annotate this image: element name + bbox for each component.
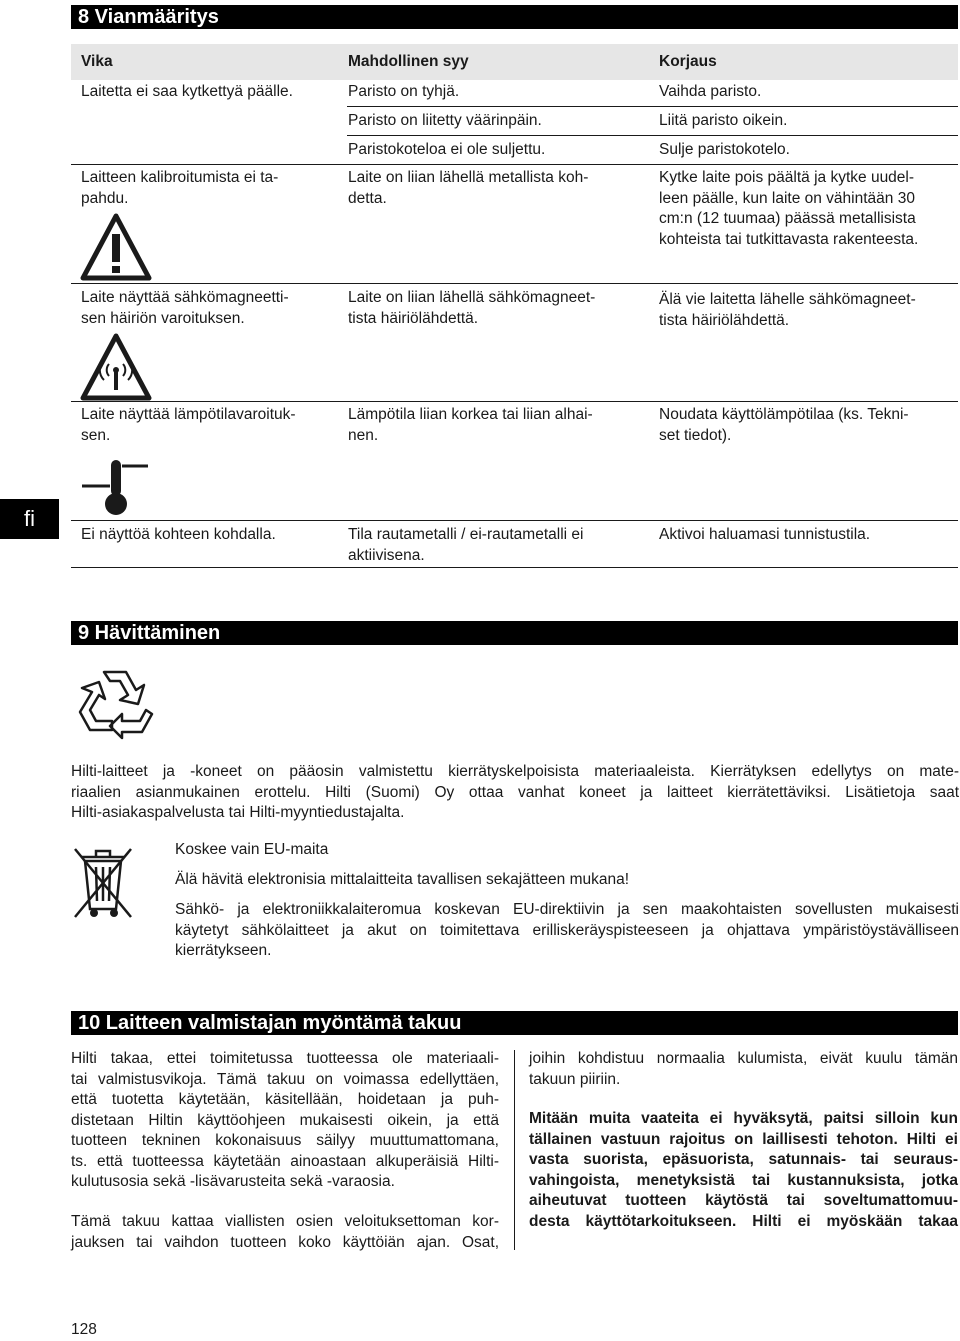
table-cell-fault: Laitteen kalibroitumista ei ta- pahdu. xyxy=(81,169,279,207)
table-cell-cause: Laite on liian lähellä metallista koh- detta. xyxy=(348,169,589,207)
table-cell-fix: Älä vie laitetta lähelle sähkömagneet- tista häiriölähdettä. xyxy=(659,291,916,329)
warning-triangle-icon xyxy=(80,212,152,282)
row-divider xyxy=(71,401,958,402)
disposal-paragraph: Hilti-laitteet ja -koneet on pääosin valmistettu kierrätyskelpoisista materiaaleista. Kierrätyksen edellytys on mate- riaalien asianmukainen erottelu. Hilti (Suomi) Oy ottaa vanhat koneet ja laitteet kierrätettäviksi. Lisätietoja saat Hilti-asiakaspalvelusta tai Hilti-myyntiedustajalta. xyxy=(71,763,959,821)
table-cell-fix: Aktivoi haluamasi tunnistustila. xyxy=(659,526,871,543)
table-cell-fix: Kytke laite pois päältä ja kytke uudel- leen päälle, kun laite on vähintään 30 cm:n (12 tuumaa) päässä metallisista kohteista tai tutkittavasta rakenteesta. xyxy=(659,169,919,248)
row-divider xyxy=(347,135,958,136)
table-cell-fix: Noudata käyttölämpötilaa (ks. Tekni- set tiedot). xyxy=(659,406,909,444)
thermometer-icon xyxy=(80,456,152,518)
recycle-icon xyxy=(74,664,156,740)
warranty-right-paragraph-2: Mitään muita vaateita ei hyväksytä, paitsi silloin kun tällainen vastuun rajoitus on laillisesti tehoton. Hilti ei vasta suorista, epäsuorista, satunnais- tai seuraus- vahingoista, menetyksistä tai kustannuksista, jotka aiheutuvat tuotteen käytöstä tai soveltumattomuu- desta käyttötarkoitukseen. Hilti ei myöskään takaa xyxy=(529,1110,958,1230)
table-cell-fix: Sulje paristokotelo. xyxy=(659,141,790,158)
table-cell-cause: Paristokoteloa ei ole suljettu. xyxy=(348,141,546,158)
crossed-bin-icon xyxy=(72,843,134,921)
row-divider xyxy=(347,106,958,107)
table-header-row xyxy=(71,44,958,80)
table-cell-fault: Laite näyttää sähkömagneetti- sen häiriön varoituksen. xyxy=(81,289,289,327)
table-cell-fault: Ei näyttöä kohteen kohdalla. xyxy=(81,526,276,543)
table-cell-fault: Laitetta ei saa kytkettyä päälle. xyxy=(81,83,293,100)
row-divider xyxy=(71,283,958,284)
table-cell-fix: Liitä paristo oikein. xyxy=(659,112,788,129)
weee-paragraph: Sähkö- ja elektroniikkalaiteromua koskevan EU-direktiivin ja sen maakohtaisten sovellusten mukaisesti käytetyt sähkölaitteet ja akut on toimitettava erilliskeräyspisteeseen ja ohjattava ympäristöystävälliseen kierrätykseen. xyxy=(175,901,959,959)
row-divider xyxy=(71,520,958,521)
warranty-left-paragraph-2: Tämä takuu kattaa viallisten osien veloituksettoman kor- jauksen tai vaihdon tuotteen koko käyttöiän ajan. Osat, xyxy=(71,1213,499,1251)
table-cell-cause: Tila rautametalli / ei-rautametalli ei aktiivisena. xyxy=(348,526,584,564)
warranty-left-paragraph-1: Hilti takaa, ettei toimitetussa tuotteessa ole materiaali- tai valmistusvikoja. Tämä takuu on voimassa edellyttäen, että tuotetta käytetään, käsitellään, hoidetaan ja puh- distetaan Hiltin käyttöohjeen mukaisesti oikein, ja että tuotteen tekninen kokonaisuus säilyy muuttumattomana, ts. että tuotteessa käytetään ainoastaan alkuperäisiä Hilti- kulutusosia sekä -lisävarusteita sekä -varaosia. xyxy=(71,1050,499,1190)
section-8-heading: 8 Vianmääritys xyxy=(71,5,958,29)
table-cell-cause: Lämpötila liian korkea tai liian alhai- nen. xyxy=(348,406,593,444)
row-divider xyxy=(71,164,958,165)
eu-only-note: Koskee vain EU-maita xyxy=(175,841,329,858)
column-divider xyxy=(514,1050,515,1250)
table-cell-cause: Paristo on liitetty väärinpäin. xyxy=(348,112,542,129)
section-10-heading: 10 Laitteen valmistajan myöntämä takuu xyxy=(71,1011,958,1035)
table-cell-cause: Laite on liian lähellä sähkömagneet- tista häiriölähdettä. xyxy=(348,289,596,327)
electromagnetic-warning-icon xyxy=(80,332,152,402)
table-cell-fix: Vaihda paristo. xyxy=(659,83,762,100)
page-number: 128 xyxy=(71,1321,97,1338)
column-header-fix: Korjaus xyxy=(659,53,717,70)
household-waste-warning: Älä hävitä elektronisia mittalaitteita tavallisen sekajätteen mukana! xyxy=(175,871,630,888)
table-cell-cause: Paristo on tyhjä. xyxy=(348,83,460,100)
section-9-heading: 9 Hävittäminen xyxy=(71,621,958,645)
table-cell-fault: Laite näyttää lämpötilavaroituk- sen. xyxy=(81,406,296,444)
language-tab: fi xyxy=(0,499,59,539)
column-header-cause: Mahdollinen syy xyxy=(348,53,469,70)
warranty-right-paragraph-1: joihin kohdistuu normaalia kulumista, eivät kuulu tämän takuun piiriin. xyxy=(529,1050,958,1088)
column-header-fault: Vika xyxy=(81,53,113,70)
table-bottom-border xyxy=(71,567,958,568)
